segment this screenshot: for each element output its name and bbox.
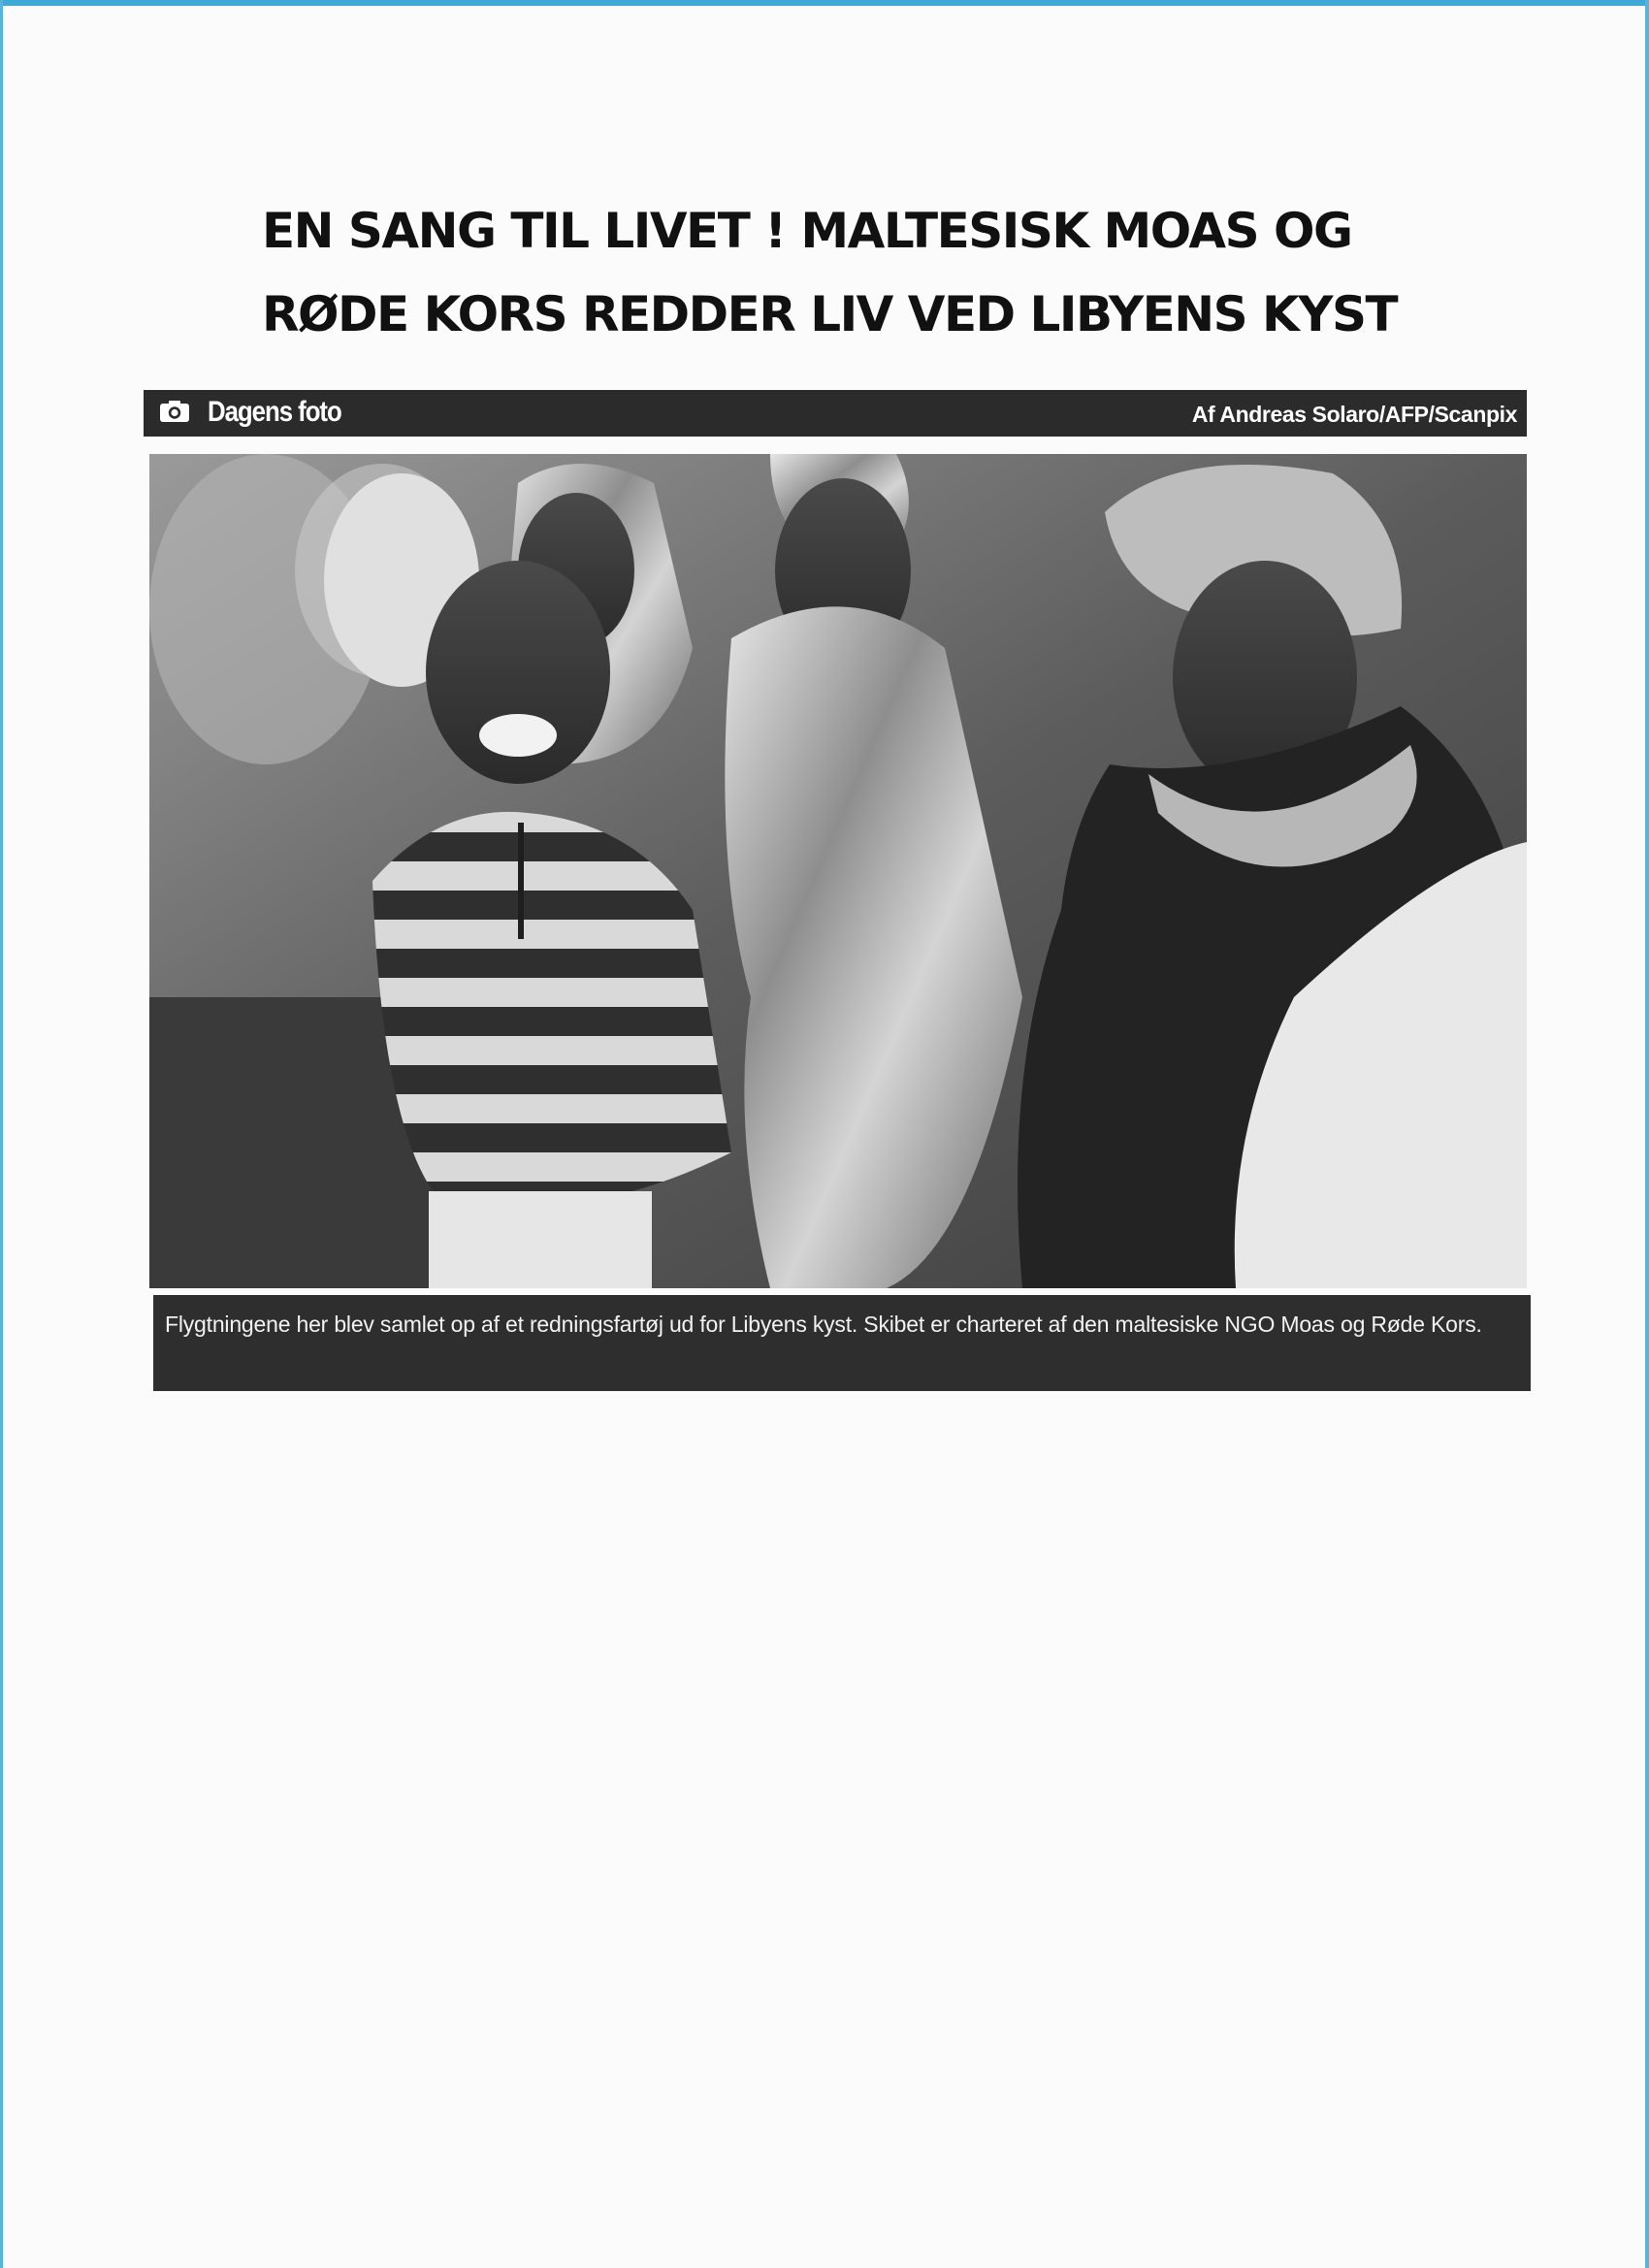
caption-bar	[153, 1295, 1531, 1391]
camera-icon	[159, 400, 190, 423]
headline-line-2: RØDE KORS REDDER LIV VED LIBYENS KYST	[262, 286, 1398, 342]
clipping-header-bar	[144, 390, 1527, 437]
news-photo-illustration	[149, 454, 1527, 1288]
headline-line-1: EN SANG TIL LIVET ! MALTESISK MOAS OG	[262, 203, 1352, 259]
newspaper-clipping	[144, 390, 1529, 1391]
section-label: Dagens foto	[208, 396, 341, 428]
photo-caption: Flygtningene her blev samlet op af et redningsfartøj ud for Libyens kyst. Skibet er charteret af den maltesiske NGO Moas og Røde Kors.	[165, 1312, 1482, 1337]
photo-credit: Af Andreas Solaro/AFP/Scanpix	[1191, 402, 1517, 427]
scan-edge-right	[1645, 0, 1649, 2268]
news-photo	[149, 454, 1527, 1288]
page-headline	[262, 189, 1406, 356]
scan-edge-left	[0, 0, 3, 2268]
scan-edge-top	[0, 0, 1649, 6]
